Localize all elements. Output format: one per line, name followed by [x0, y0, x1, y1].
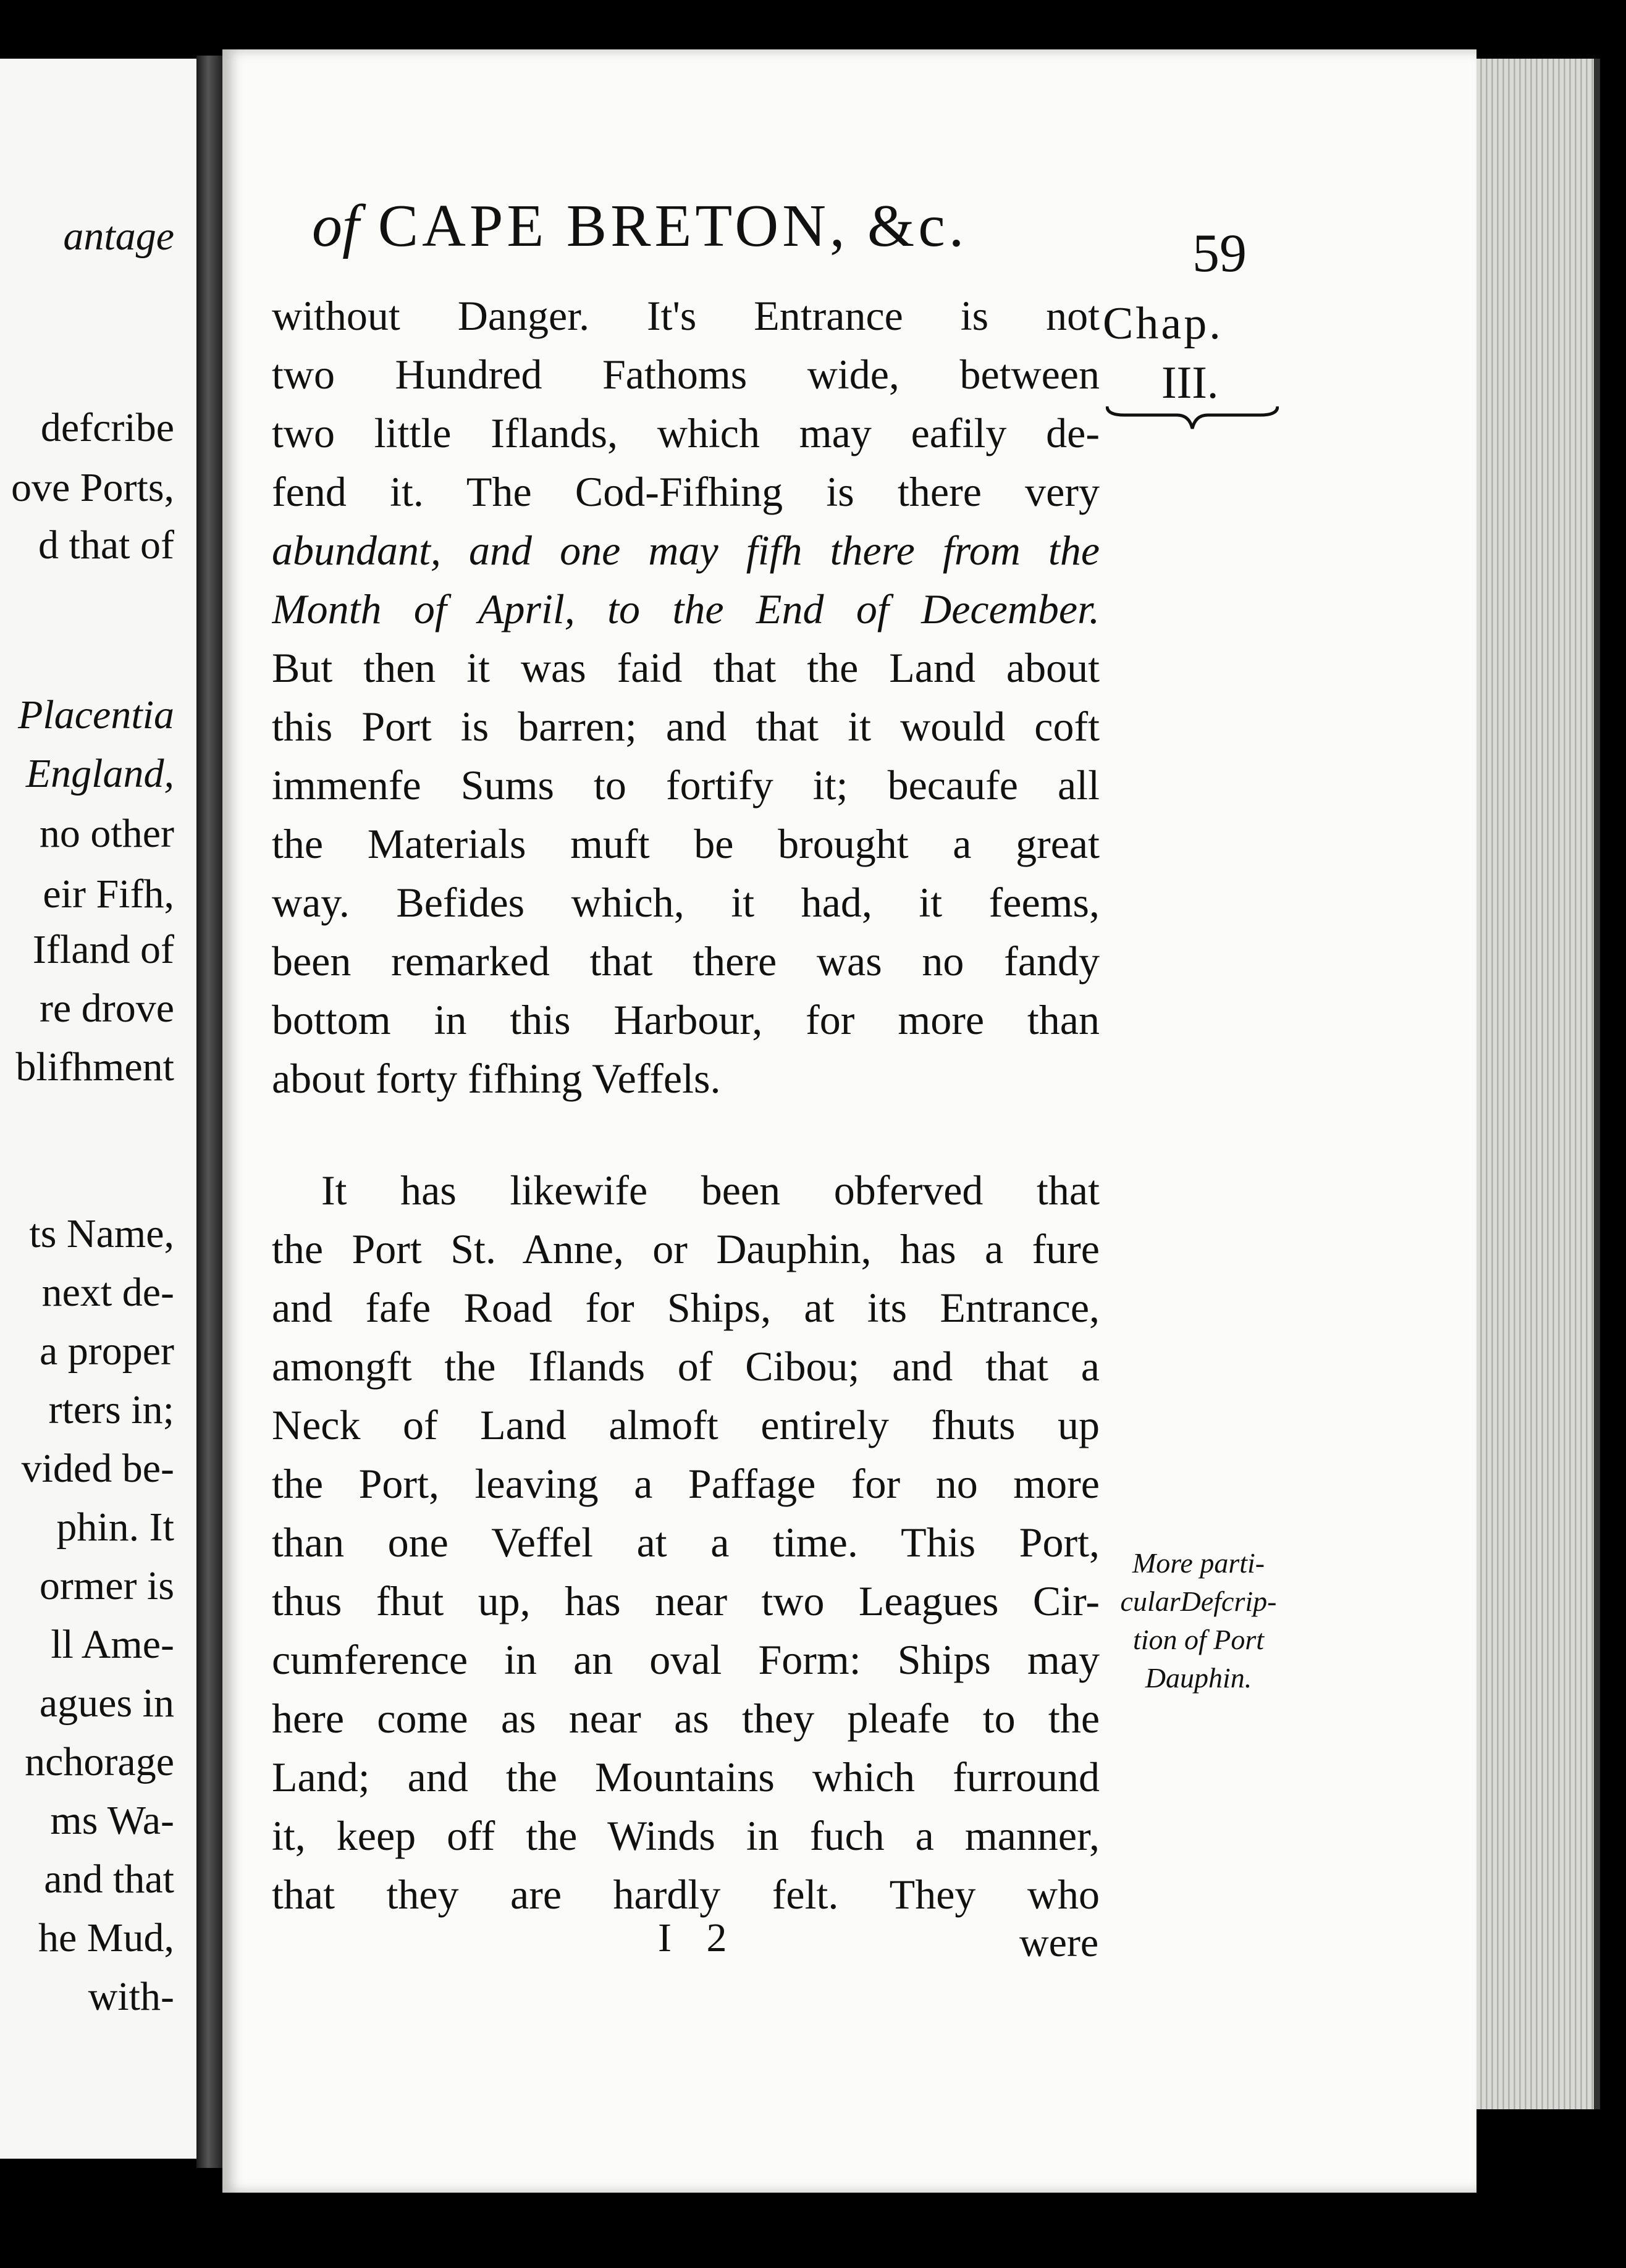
left-page-line: rters in; [48, 1387, 174, 1432]
marginal-note: More parti-cularDefcrip-tion of Port Dauphin. [1120, 1547, 1277, 1694]
left-page-line: d that of [38, 523, 174, 568]
chapter-bracket [1106, 401, 1279, 432]
catchword: were [1019, 1920, 1099, 1965]
body-line: thus fhut up, has near two Leagues Cir- [272, 1577, 1100, 1624]
left-page-line: phin. It [56, 1505, 174, 1550]
left-page-line: no other [39, 811, 174, 856]
left-page-line: re drove [39, 986, 174, 1031]
body-line: here come as near as they pleafe to the [272, 1695, 1100, 1742]
page-edges [1476, 59, 1600, 2109]
body-line: the Port St. Anne, or Dauphin, has a fure [272, 1225, 1100, 1272]
page-number: 59 [1192, 224, 1247, 284]
left-page-line: ormer is [39, 1563, 174, 1608]
left-page-line: England, [25, 751, 174, 796]
left-page-line: nchorage [25, 1739, 174, 1784]
body-line: this Port is barren; and that it would coft [272, 703, 1100, 750]
left-page-line: ts Name, [29, 1211, 174, 1256]
chapter-label: Chap. [1103, 298, 1223, 349]
left-page-line: agues in [39, 1681, 174, 1726]
left-page-line: ll Ame- [51, 1622, 174, 1667]
body-line: Month of April, to the End of December. [272, 586, 1100, 632]
running-head [312, 191, 967, 261]
left-page-line: Ifland of [32, 927, 174, 972]
body-line: two little Iflands, which may eafily de- [272, 410, 1100, 456]
body-line: without Danger. It's Entrance is not [272, 292, 1100, 339]
body-line: It has likewife been obferved that [321, 1167, 1100, 1214]
running-head-of: of [312, 193, 360, 259]
body-line: way. Befides which, it had, it feems, [272, 879, 1100, 926]
left-page-line: antage [63, 214, 174, 259]
left-page-line: blifhment [15, 1044, 174, 1090]
left-page-line: defcribe [40, 405, 174, 450]
left-page [0, 59, 199, 2159]
chapter-number: III. [1161, 358, 1219, 408]
body-line: bottom in this Harbour, for more than [272, 996, 1100, 1043]
body-line: the Port, leaving a Paffage for no more [272, 1460, 1100, 1507]
left-page-line: vided be- [21, 1446, 174, 1491]
running-head-title: CAPE BRETON, &c. [377, 193, 968, 259]
body-line: been remarked that there was no fandy [272, 938, 1100, 985]
left-page-line: next de- [41, 1270, 174, 1315]
body-line: two Hundred Fathoms wide, between [272, 351, 1100, 398]
left-page-line: and that [44, 1857, 174, 1902]
body-line: that they are hardly felt. They who [272, 1871, 1100, 1918]
body-line: amongft the Iflands of Cibou; and that a [272, 1343, 1100, 1390]
left-page-line: eir Fifh, [43, 872, 174, 917]
left-page-line: Placentia [18, 692, 174, 737]
body-line: Land; and the Mountains which furround [272, 1754, 1100, 1800]
body-line: fend it. The Cod-Fifhing is there very [272, 468, 1100, 515]
body-line: abundant, and one may fifh there from the [272, 527, 1100, 574]
body-line: than one Veffel at a time. This Port, [272, 1519, 1100, 1566]
body-line: immenfe Sums to fortify it; becaufe all [272, 762, 1100, 808]
body-line: cumference in an oval Form: Ships may [272, 1636, 1100, 1683]
left-page-line: a proper [39, 1329, 174, 1374]
body-line: Neck of Land almoft entirely fhuts up [272, 1401, 1100, 1448]
body-line: But then it was faid that the Land about [272, 644, 1100, 691]
body-line: it, keep off the Winds in fuch a manner, [272, 1812, 1100, 1859]
body-line: the Materials muft be brought a great [272, 820, 1100, 867]
left-page-line: he Mud, [38, 1915, 174, 1960]
signature-mark: I 2 [658, 1915, 739, 1960]
left-page-line: ove Ports, [11, 465, 174, 510]
body-line: about forty fifhing Veffels. [272, 1055, 721, 1102]
left-page-line: with- [88, 1974, 174, 2019]
left-page-line: ms Wa- [50, 1798, 174, 1843]
book-gutter [196, 56, 222, 2168]
body-line: and fafe Road for Ships, at its Entrance, [272, 1284, 1100, 1331]
